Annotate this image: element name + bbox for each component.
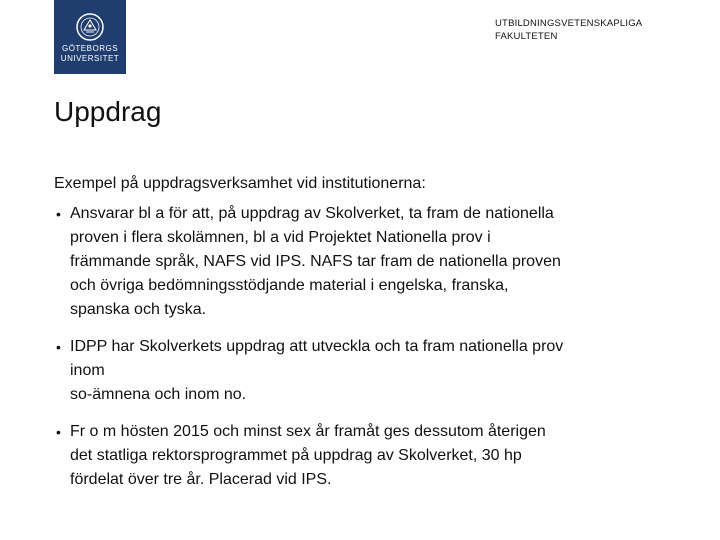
bullet-line: främmande språk, NAFS vid IPS. NAFS tar fram de nationella proven — [70, 253, 561, 270]
university-seal-icon — [73, 12, 107, 42]
faculty-name — [495, 17, 642, 43]
faculty-line-1: UTBILDNINGSVETENSKAPLIGA — [495, 18, 643, 29]
bullet-item — [54, 335, 674, 407]
bullet-line: IDPP har Skolverkets uppdrag att utveckla och ta fram nationella prov — [70, 338, 564, 355]
bullet-line: proven i flera skolämnen, bl a vid Projektet Nationella prov i — [70, 229, 491, 246]
faculty-line-2: FAKULTETEN — [495, 31, 558, 42]
bullet-line: Fr o m hösten 2015 och minst sex år framåt ges dessutom återigen — [70, 423, 546, 440]
slide-title: Uppdrag — [54, 96, 162, 127]
university-logo — [54, 0, 126, 74]
bullet-item — [54, 420, 674, 492]
bullet-text — [70, 335, 674, 407]
bullet-dot-icon: • — [56, 339, 61, 355]
bullet-line: det statliga rektorsprogrammet på uppdrag av Skolverket, 30 hp — [70, 447, 522, 464]
bullet-text — [70, 420, 674, 492]
bullet-dot-icon: • — [56, 424, 61, 440]
logo-line-1: GÖTEBORGS — [61, 44, 119, 53]
bullet-line: Ansvarar bl a för att, på uppdrag av Skolverket, ta fram de nationella — [70, 205, 554, 222]
bullet-list — [54, 202, 674, 505]
bullet-text — [70, 202, 674, 322]
intro-text: Exempel på uppdragsverksamhet vid institutionerna: — [54, 175, 426, 192]
bullet-line: inom — [70, 362, 105, 379]
bullet-item — [54, 202, 674, 322]
bullet-line: spanska och tyska. — [70, 301, 207, 318]
bullet-line: fördelat över tre år. Placerad vid IPS. — [70, 471, 332, 488]
bullet-line: och övriga bedömningsstödjande material i engelska, franska, — [70, 277, 509, 294]
bullet-line: so-ämnena och inom no. — [70, 386, 247, 403]
bullet-dot-icon: • — [56, 206, 61, 222]
logo-line-2: UNIVERSITET — [60, 54, 120, 63]
